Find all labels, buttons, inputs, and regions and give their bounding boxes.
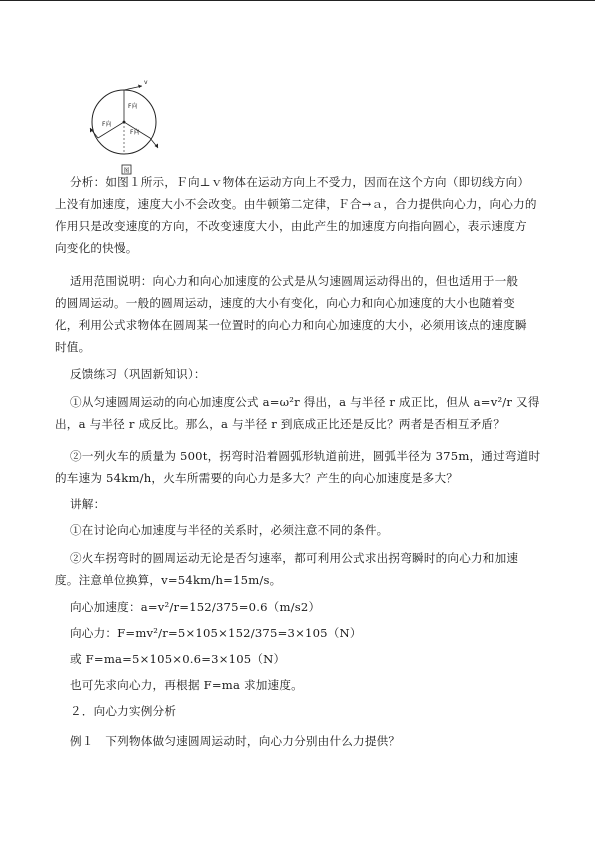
paragraph-line-q1-1: ①从匀速圆周运动的向心加速度公式 a=ω²r 得出，a 与半径 r 成正比，但从 a=v²/r 又得 [70,395,540,409]
paragraph-line-calc-3: 或 F=ma=5×105×0.6=3×105（N） [70,652,286,666]
force-label-left: F向 [102,121,112,128]
paragraph-line-section-2: ２．向心力实例分析 [70,704,177,718]
paragraph-line-scope-4: 时值。 [55,340,91,354]
paragraph-line-analysis-3: 作用只是改变速度的方向，不改变速度大小，由此产生的加速度方向指向圆心，表示速度方 [55,219,527,233]
figure-caption: 图 [123,167,130,175]
paragraph-line-a1: ①在讨论向心加速度与半径的关系时，必须注意不同的条件。 [70,523,389,537]
circular-motion-figure [84,72,174,182]
paragraph-line-analysis-4: 向变化的快慢。 [55,241,138,255]
paragraph-line-scope-1: 适用范围说明：向心力和向心加速度的公式是从匀速圆周运动得出的，但也适用于一般 [70,274,519,288]
velocity-label: v [144,79,148,86]
paragraph-line-scope-3: 化，利用公式求物体在圆周某一位置时的向心力和向心加速度的大小，必须用该点的速度瞬 [55,318,527,332]
paragraph-line-q2-2: 的车速为 54km/h，火车所需要的向心力是多大？产生的向心加速度是多大？ [55,471,459,485]
paragraph-line-a2-2: 度。注意单位换算，v=54km/h=15m/s。 [55,573,282,587]
paragraph-line-q2-1: ②一列火车的质量为 500t，拐弯时沿着圆弧形轨道前进，圆弧半径为 375m，通过弯道时 [70,449,541,463]
paragraph-line-q1-2: 出，a 与半径 r 成反比。那么，a 与半径 r 到底成正比还是反比？两者是否相互矛盾？ [55,417,506,431]
paragraph-line-feedback-title: 反馈练习（巩固新知识）： [70,367,206,381]
paragraph-line-analysis-1: 分析：如图１所示，Ｆ向⊥ｖ物体在运动方向上不受力，因而在这个方向（即切线方向） [70,175,530,189]
paragraph-line-calc-4: 也可先求向心力，再根据 F=ma 求加速度。 [70,678,303,692]
paragraph-line-example-1: 例１ 下列物体做匀速圆周运动时，向心力分别由什么力提供？ [70,734,401,748]
paragraph-line-analysis-2: 上没有加速度，速度大小不会改变。由牛顿第二定律，Ｆ合→ａ，合力提供向心力，向心力的 [55,197,537,211]
force-label-right: F向 [130,129,140,136]
paragraph-line-a2-1: ②火车拐弯时的圆周运动无论是否匀速率，都可利用公式求出拐弯瞬时的向心力和加速 [70,551,519,565]
force-label-top: F向 [128,103,138,110]
paragraph-line-explain-title: 讲解： [70,497,106,511]
paragraph-line-calc-2: 向心力：F=mv²/r=5×105×152/375=3×105（N） [70,626,362,640]
page-top-rule [0,0,595,1]
paragraph-line-scope-2: 的圆周运动。一般的圆周运动，速度的大小有变化，向心力和向心加速度的大小也随着变 [55,296,515,310]
paragraph-line-calc-1: 向心加速度：a=v²/r=152/375=0.6（m/s2） [70,600,321,614]
